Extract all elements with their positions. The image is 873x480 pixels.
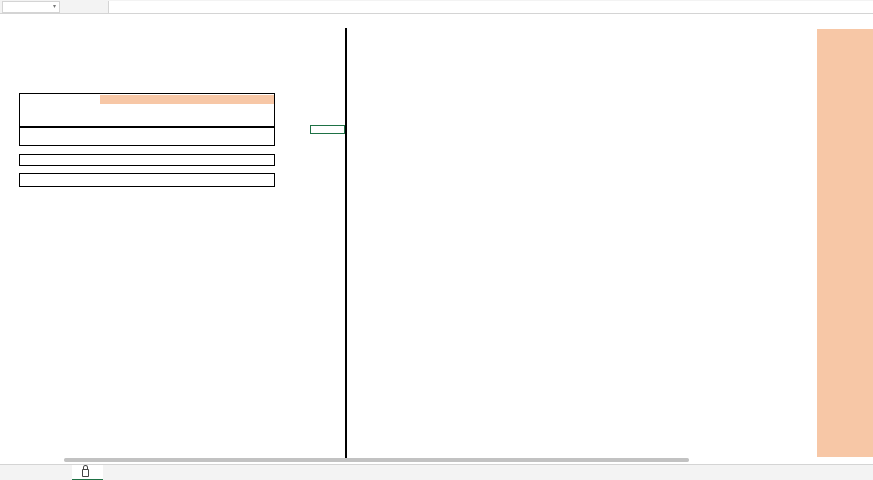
total-column-fill — [817, 29, 873, 457]
horizontal-scrollbar[interactable] — [64, 458, 689, 462]
formula-bar — [0, 0, 873, 14]
formula-input[interactable] — [108, 1, 873, 13]
tab-control-de-exclusion[interactable] — [72, 465, 103, 480]
facturar-box — [19, 154, 275, 166]
dias-box — [19, 127, 275, 146]
column-headers — [0, 20, 873, 28]
disponible-box — [19, 93, 275, 127]
sheet-tab-bar — [0, 464, 873, 480]
selected-cell[interactable] — [310, 125, 345, 134]
summary-area — [0, 29, 345, 457]
name-box[interactable] — [2, 1, 60, 13]
lock-icon — [82, 469, 89, 477]
status-box — [19, 173, 275, 187]
freeze-divider — [345, 28, 347, 458]
chevron-down-icon: ▾ — [52, 3, 56, 10]
